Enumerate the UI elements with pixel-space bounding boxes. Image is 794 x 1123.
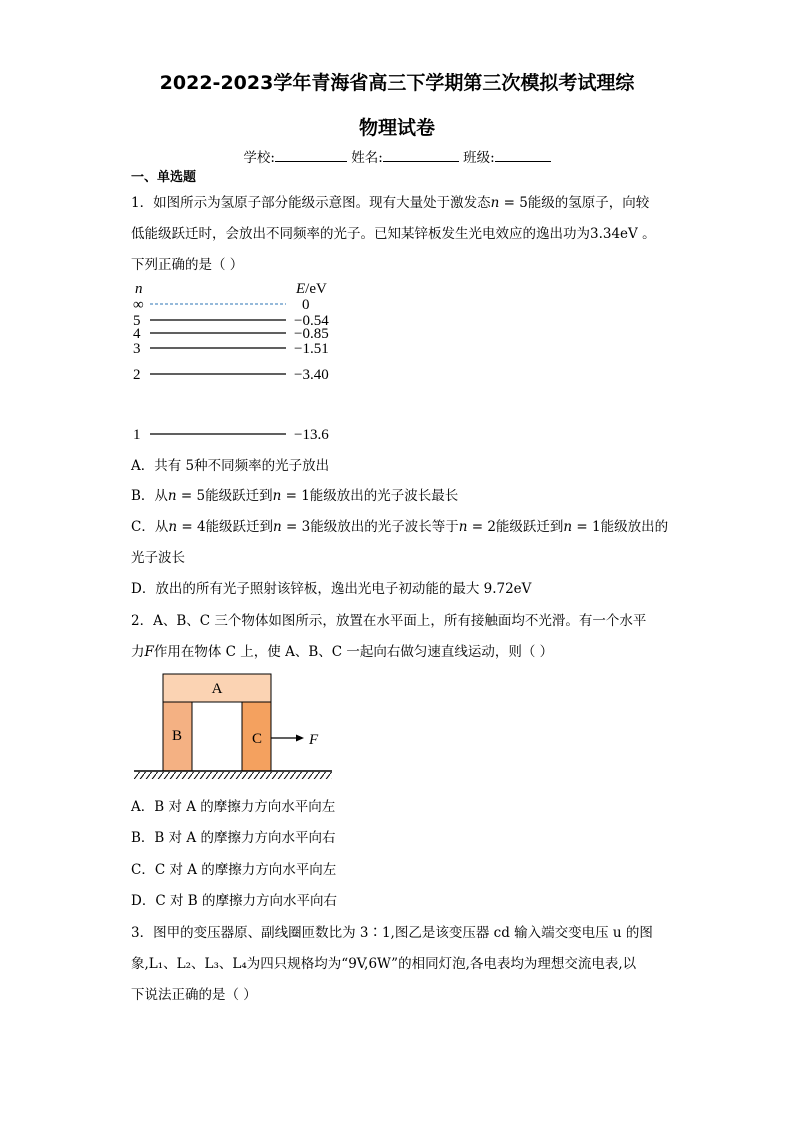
level-e-label: 0: [302, 297, 310, 313]
q1-option-b[interactable]: [131, 484, 458, 504]
var-n: n: [458, 519, 468, 535]
q2-line2: [131, 640, 553, 660]
n-axis-label: n: [135, 281, 143, 297]
opt-text: = 1能级放出的光子波长最长: [281, 488, 459, 504]
level-n-label: 5: [133, 313, 141, 329]
var-f: F: [144, 644, 154, 660]
class-blank[interactable]: [495, 147, 551, 162]
q3-line2: 象,L₁、L₂、L₃、L₄为四只规格均为“9V,6W”的相同灯泡,各电表均为理想交流电表,以: [131, 956, 637, 972]
level-n-label: 4: [133, 326, 141, 342]
blocks-figure: [132, 670, 337, 785]
var-n: n: [167, 488, 177, 504]
level-n-label: ∞: [133, 297, 144, 313]
q1-option-c-line2: 光子波长: [131, 550, 185, 566]
q2-text: 作用在物体 C 上，使 A、B、C 一起向右做匀速直线运动，则（ ）: [153, 644, 554, 660]
q2-option-d[interactable]: D．C 对 B 的摩擦力方向水平向右: [131, 893, 337, 909]
q2-option-b[interactable]: B．B 对 A 的摩擦力方向水平向右: [131, 830, 336, 846]
level-n-label: 1: [133, 427, 141, 443]
q1-option-a[interactable]: A．共有 5种不同频率的光子放出: [131, 458, 330, 474]
opt-text: = 3能级放出的光子波长等于: [281, 519, 459, 535]
q1-option-c[interactable]: [131, 515, 668, 535]
ground-hatch: [134, 772, 332, 779]
block-c-label: C: [251, 731, 263, 747]
name-blank[interactable]: [383, 147, 459, 162]
level-e-label: −13.6: [294, 427, 329, 443]
paper-title-line2: 物理试卷: [358, 117, 435, 139]
section-heading: 一、单选题: [131, 170, 197, 185]
q2-line1: 2．A、B、C 三个物体如图所示，放置在水平面上，所有接触面均不光滑。有一个水平: [131, 613, 647, 629]
school-label: 学校:: [243, 150, 275, 166]
opt-text: = 5能级跃迁到: [176, 488, 273, 504]
class-label: 班级:: [463, 150, 495, 166]
var-n: n: [273, 519, 282, 535]
name-label: 姓名:: [351, 150, 383, 166]
var-n: n: [272, 488, 282, 504]
e-axis-label: E/eV: [296, 281, 327, 297]
q2-text: 力: [131, 644, 145, 660]
school-blank[interactable]: [275, 147, 347, 162]
energy-level-diagram: [128, 278, 388, 443]
opt-text: C．从: [131, 519, 169, 535]
level-n-label: 2: [133, 367, 141, 383]
q3-line3: 下说法正确的是（ ）: [131, 987, 257, 1003]
q2-option-c[interactable]: C．C 对 A 的摩擦力方向水平向左: [131, 862, 337, 878]
block-a-label: A: [211, 681, 223, 697]
block-b-label: B: [171, 728, 183, 744]
level-n-label: 3: [133, 341, 141, 357]
q3-line1: 3．图甲的变压器原、副线圈匝数比为 3∶1,图乙是该变压器 cd 输入端交变电压 u 的图: [131, 925, 653, 941]
opt-text: = 1能级放出的: [572, 519, 669, 535]
force-label: F: [309, 732, 319, 748]
q1-text: = 5能级的氢原子，向较: [499, 195, 650, 211]
q1-line1: [131, 191, 649, 211]
q2-option-a[interactable]: A．B 对 A 的摩擦力方向水平向左: [131, 799, 336, 815]
opt-text: B．从: [131, 488, 168, 504]
q1-line3: 下列正确的是（ ）: [131, 257, 244, 273]
paper-title-line1: 2022-2023学年青海省高三下学期第三次模拟考试理综: [159, 72, 635, 94]
var-n: n: [168, 519, 178, 535]
arrow-head-icon: [296, 735, 304, 742]
q1-line2: 低能级跃迁时，会放出不同频率的光子。已知某锌板发生光电效应的逸出功为3.34eV 。: [131, 226, 656, 242]
var-n: n: [490, 195, 500, 211]
var-n: n: [563, 519, 573, 535]
opt-text: = 2能级跃迁到: [467, 519, 564, 535]
level-e-label: −1.51: [294, 341, 329, 357]
student-info: [0, 146, 794, 166]
level-e-label: −0.54: [294, 313, 329, 329]
q1-option-d[interactable]: D．放出的所有光子照射该锌板，逸出光电子初动能的最大 9.72eV: [131, 581, 532, 597]
q1-text: 1．如图所示为氢原子部分能级示意图。现有大量处于激发态: [131, 195, 491, 211]
level-e-label: −3.40: [294, 367, 329, 383]
opt-text: = 4能级跃迁到: [177, 519, 274, 535]
level-e-label: −0.85: [294, 326, 329, 342]
